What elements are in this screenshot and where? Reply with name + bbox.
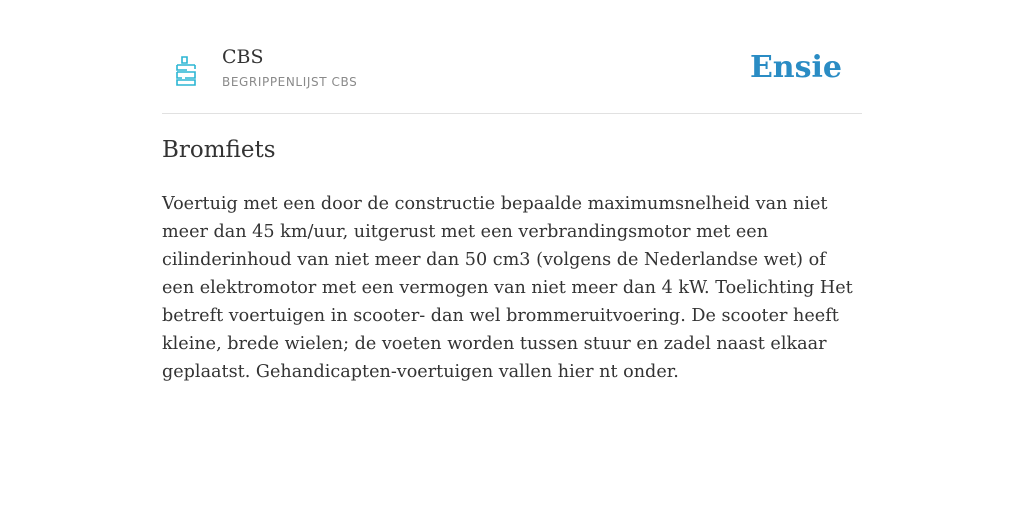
org-subtitle[interactable]: BEGRIPPENLIJST CBS xyxy=(222,75,358,89)
ensie-brand-logo[interactable]: Ensie xyxy=(749,50,842,85)
cbs-logo-icon[interactable] xyxy=(176,56,196,86)
term-definition: Voertuig met een door de constructie bepaalde maximumsnelheid van niet meer dan 45 km/uur, uitgerust met een verbrandingsmotor met een cilinderinhoud van niet meer dan 50 cm3 (volgens de Nederlandse wet) of een elektromotor met een vermogen van niet meer dan 4 kW. Toelichting Het betreft voertuigen in scooter- dan wel brommeruitvoering. De scooter heeft kleine, brede wielen; de voeten worden tussen stuur en zadel naast elkaar geplaatst. Gehandicapten-voertuigen vallen hier nt onder. xyxy=(162,194,853,382)
org-name[interactable]: CBS xyxy=(222,46,264,68)
header xyxy=(162,0,862,114)
term-title: Bromfiets xyxy=(162,137,276,163)
page xyxy=(162,0,862,382)
